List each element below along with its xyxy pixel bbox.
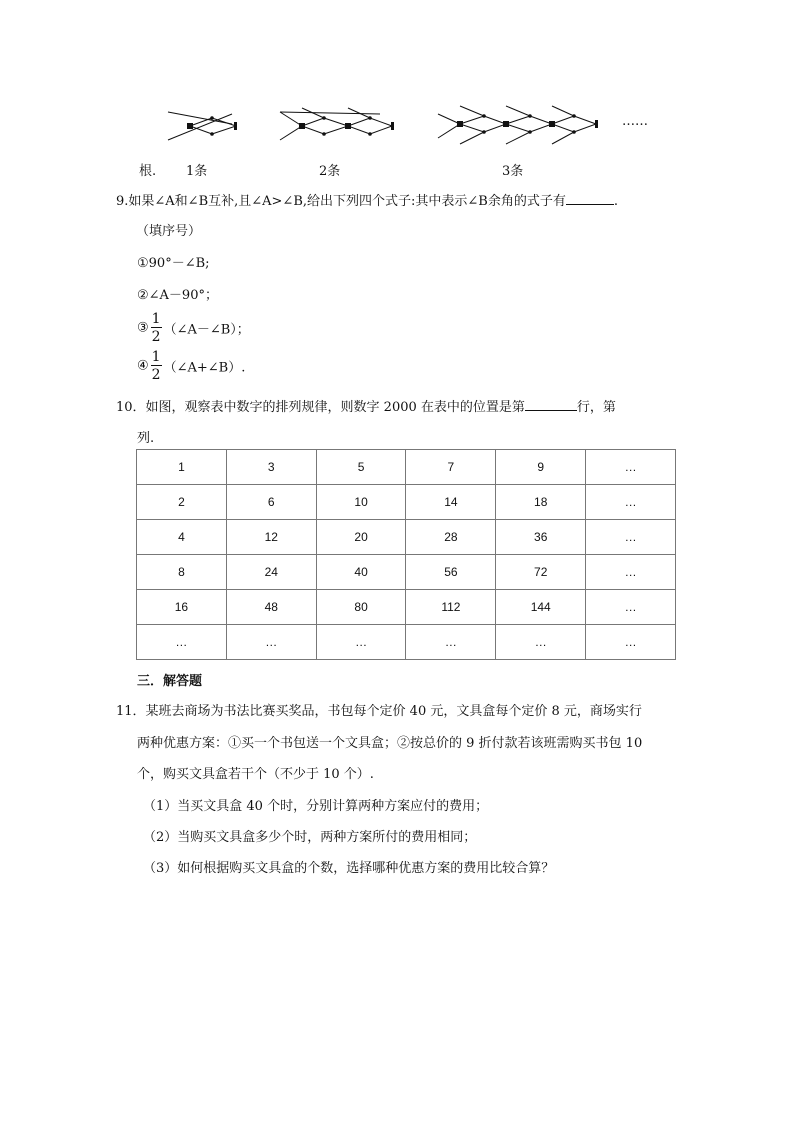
q11-sub-2: （2）当购买文具盒多少个时，两种方案所付的费用相同；: [143, 830, 477, 845]
table-cell: 28: [406, 520, 496, 555]
q10-text-line2: 列.: [137, 431, 155, 446]
number-table: [136, 449, 676, 660]
q9-option-4-marker: ④: [137, 358, 149, 374]
q9-option-4-fraction: [151, 350, 162, 382]
q10-stem: [116, 396, 616, 415]
table-cell: 40: [316, 555, 406, 590]
table-cell: …: [226, 625, 316, 660]
table-cell: …: [586, 625, 676, 660]
table-cell: 14: [406, 485, 496, 520]
figure-ellipsis: ……: [622, 114, 648, 129]
q11-line-2: 两种优惠方案：①买一个书包送一个文具盒；②按总价的 9 折付款若该班需购买书包 10: [137, 736, 643, 751]
fraction-denominator: 2: [151, 367, 161, 383]
fraction-denominator: 2: [151, 329, 161, 345]
table-cell: 56: [406, 555, 496, 590]
table-cell: 72: [496, 555, 586, 590]
q10-text: 10．如图，观察表中数字的排列规律，则数字 2000 在表中的位置是第: [116, 400, 525, 415]
figure-label-3: 3条: [502, 164, 524, 179]
table-cell: 12: [226, 520, 316, 555]
table-cell: 20: [316, 520, 406, 555]
q9-option-3-marker: ③: [137, 320, 149, 336]
table-cell: …: [586, 555, 676, 590]
table-cell: 36: [496, 520, 586, 555]
table-row: [137, 555, 676, 590]
q11-line-1: 11．某班去商场为书法比赛买奖品，书包每个定价 40 元，文具盒每个定价 8 元，商场实行: [116, 704, 642, 719]
table-cell: 24: [226, 555, 316, 590]
q9-option-3-expression: （∠A－∠B）；: [163, 322, 250, 338]
section-title: 三．解答题: [137, 674, 203, 689]
q9-option-4: [137, 350, 245, 382]
figures-prefix: 根.: [139, 164, 157, 179]
table-row: [137, 520, 676, 555]
table-cell: 80: [316, 590, 406, 625]
q10-text-cont: 行，第: [576, 400, 616, 415]
q9-option-3-fraction: [151, 312, 162, 344]
table-cell: 16: [137, 590, 227, 625]
q9-answer-blank: [566, 192, 614, 205]
q11-sub-3: （3）如何根据购买文具盒的个数，选择哪种优惠方案的费用比较合算？: [143, 861, 555, 876]
table-cell: 1: [137, 450, 227, 485]
table-cell: 18: [496, 485, 586, 520]
number-table-body: [137, 450, 676, 660]
table-cell: 5: [316, 450, 406, 485]
figure-label-1: 1条: [186, 164, 208, 179]
table-cell: 8: [137, 555, 227, 590]
table-cell: 144: [496, 590, 586, 625]
table-cell: 48: [226, 590, 316, 625]
q11-line-3: 个，购买文具盒若干个（不少于 10 个）.: [137, 767, 374, 782]
table-row: [137, 625, 676, 660]
line-pattern-drawing: [160, 100, 680, 150]
q9-stem: [116, 190, 618, 209]
table-cell: 9: [496, 450, 586, 485]
table-cell: 3: [226, 450, 316, 485]
table-cell: 112: [406, 590, 496, 625]
table-cell: …: [316, 625, 406, 660]
figure-label-2: 2条: [319, 164, 341, 179]
table-cell: …: [586, 485, 676, 520]
table-row: [137, 485, 676, 520]
table-cell: 6: [226, 485, 316, 520]
q10-row-blank: [525, 398, 577, 411]
table-cell: 10: [316, 485, 406, 520]
table-cell: …: [496, 625, 586, 660]
table-cell: 7: [406, 450, 496, 485]
fraction-numerator: 1: [151, 349, 161, 365]
q9-text: 9.如果∠A和∠B互补,且∠A>∠B,给出下列四个式子:其中表示∠B余角的式子有: [116, 194, 566, 209]
table-cell: …: [586, 450, 676, 485]
table-cell: …: [137, 625, 227, 660]
q9-option-2: ②∠A－90°；: [137, 288, 218, 303]
table-cell: …: [586, 520, 676, 555]
table-cell: 4: [137, 520, 227, 555]
q9-end: .: [613, 194, 618, 209]
q11-sub-1: （1）当买文具盒 40 个时，分别计算两种方案应付的费用；: [143, 799, 489, 814]
fraction-numerator: 1: [151, 311, 161, 327]
table-cell: …: [586, 590, 676, 625]
table-row: [137, 450, 676, 485]
table-row: [137, 590, 676, 625]
table-cell: 2: [137, 485, 227, 520]
q9-option-3: [137, 312, 250, 344]
q9-option-4-expression: （∠A+∠B）.: [163, 360, 246, 376]
q9-option-1: ①90°－∠B;: [137, 256, 210, 271]
q9-instruction: （填序号）: [136, 224, 202, 239]
table-cell: …: [406, 625, 496, 660]
